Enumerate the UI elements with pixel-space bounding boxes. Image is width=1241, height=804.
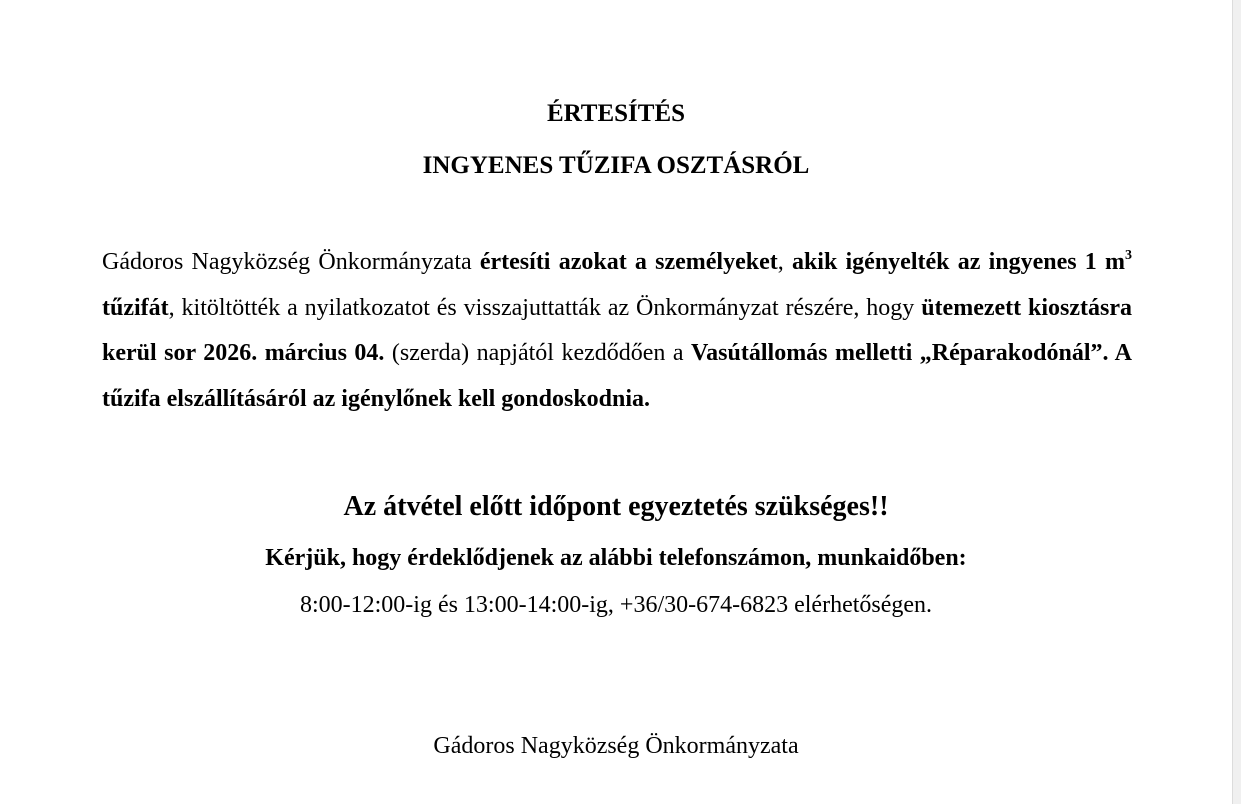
paragraph-bold-1: értesíti azokat a személyeket <box>479 249 778 275</box>
contact-request: Kérjük, hogy érdeklődjenek az alábbi telefonszámon, munkaidőben: <box>265 545 967 571</box>
paragraph-bold-2-tail: tűzifát <box>102 294 169 321</box>
paragraph-text-4: (szerda) napjától kezdődően a <box>384 340 692 366</box>
paragraph-bold-2-text: akik igényelték az ingyenes 1 m <box>791 249 1126 275</box>
paragraph-text-1: Gádoros Nagyközség Önkormányzata <box>102 249 480 275</box>
paragraph-text-3: , kitöltötték a nyilatkozatot és visszajuttatták az Önkormányzat részére, hogy <box>168 294 922 321</box>
announcement-paragraph <box>102 240 1132 422</box>
scrollbar[interactable] <box>1232 0 1241 804</box>
appointment-notice: Az átvétel előtt időpont egyeztetés szükséges!! <box>343 491 889 522</box>
cubic-superscript: 3 <box>1125 248 1133 263</box>
signature: Gádoros Nagyközség Önkormányzata <box>433 733 799 759</box>
office-hours: 8:00-12:00-ig és 13:00-14:00-ig, +36/30-674-6823 elérhetőségen. <box>299 592 933 618</box>
paragraph-bold-3: ütemezett kiosztásra kerül sor 2026. március 04. <box>102 294 1132 366</box>
paragraph-bold-4: Vasútállomás melletti „Réparakodónál”. A tűzifa elszállításáról az igénylőnek kell gondoskodnia. <box>102 340 1132 412</box>
document-title: ÉRTESÍTÉS <box>546 100 686 127</box>
paragraph-text-2: , <box>777 249 792 275</box>
document-subtitle: INGYENES TŰZIFA OSZTÁSRÓL <box>422 152 810 179</box>
